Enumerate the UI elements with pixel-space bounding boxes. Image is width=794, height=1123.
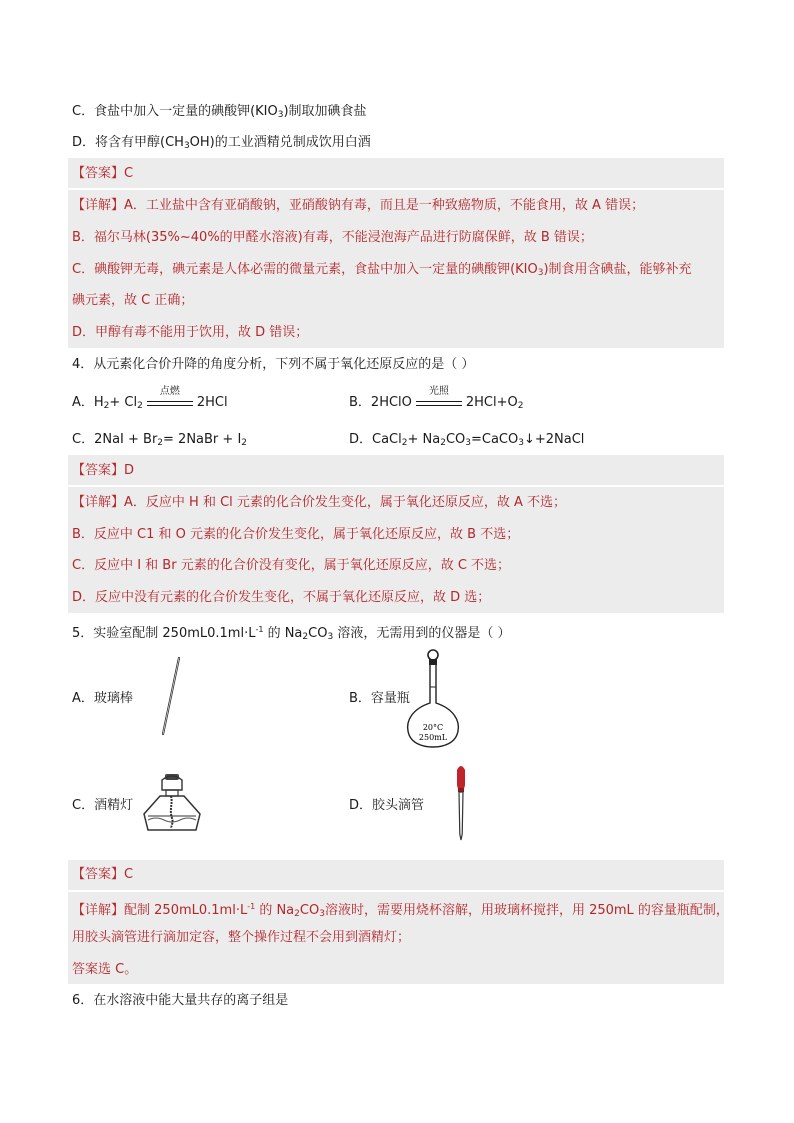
q4-option-b: B．2HClO 光照 $2HCl+O_2$ xyxy=(349,386,524,411)
q4-explain-line4: D．反应中没有元素的化合价发生变化，不属于氧化还原反应，故 D 选； xyxy=(72,590,491,605)
q5-option-d: D．胶头滴管 xyxy=(349,798,425,813)
q5-option-b: B．容量瓶 xyxy=(349,691,410,706)
q4-explain-line1: 【详解】A．反应中 H 和 Cl 元素的化合价发生变化，属于氧化还原反应，故 A 不选； xyxy=(72,495,567,510)
q3-explain-line5: D．甲醇有毒不能用于饮用，故 D 错误； xyxy=(72,325,309,340)
glass-rod-icon xyxy=(155,654,185,738)
q4-answer: 【答案】D xyxy=(72,463,135,478)
q3-answer-panel xyxy=(68,158,724,188)
q3-explain-line1: 【详解】A．工业盐中含有亚硝酸钠，亚硝酸钠有毒，而且是一种致癌物质，不能食用，故 A 错误； xyxy=(72,198,645,213)
dropper-icon xyxy=(450,764,472,842)
q3-explain-line3: C．碘酸钾无毒，碘元素是人体必需的微量元素，食盐中加入一定量的碘酸钾$(KIO_3)$制食用含碘盐，能够补充 xyxy=(72,262,692,278)
q4-option-a: A．$H_2+ Cl_2$ 点燃 2HCl xyxy=(72,386,228,411)
q5-option-a: A．玻璃棒 xyxy=(72,691,133,706)
q4-option-c: C．$2NaI + Br_2=$ 2NaBr + $I_2$ xyxy=(72,432,248,448)
q5-option-c: C．酒精灯 xyxy=(72,798,134,813)
q5-stem: 5．实验室配制 $250mL0.1ml\cdot L^{-1}$ 的 $Na_2CO_3$ 溶液，无需用到的仪器是（ ） xyxy=(72,625,511,642)
q5-explain-line3: 答案选 C。 xyxy=(72,962,138,977)
q4-answer-panel xyxy=(68,455,724,485)
q4-explain-line3: C．反应中 I 和 Br 元素的化合价没有变化，属于氧化还原反应，故 C 不选； xyxy=(72,558,511,573)
q5-explain-line1: 【详解】配制 $250mL0.1ml\cdot L^{-1}$ 的 $Na_2CO_3$溶液时，需要用烧杯溶解，用玻璃杯搅拌，用 250mL 的容量瓶配制， xyxy=(72,902,729,919)
alcohol-lamp-icon xyxy=(140,770,204,834)
q3-option-c: C．食盐中加入一定量的碘酸钾$(KIO_3)$制取加碘食盐 xyxy=(72,104,367,120)
q4-explain-line2: B．反应中 C1 和 O 元素的化合价发生变化，属于氧化还原反应，故 B 不选； xyxy=(72,527,520,542)
q5-answer-panel xyxy=(68,860,724,890)
q3-answer: 【答案】C xyxy=(72,166,134,181)
q6-stem: 6．在水溶液中能大量共存的离子组是 xyxy=(72,993,289,1008)
q4-a-condition: 点燃 xyxy=(147,394,193,406)
q4-b-condition: 光照 xyxy=(416,394,462,406)
q4-stem: 4．从元素化合价升降的角度分析，下列不属于氧化还原反应的是（ ） xyxy=(72,357,475,372)
q3-explain-line4: 碘元素，故 C 正确； xyxy=(72,293,194,308)
flask-label-volume: 250mL xyxy=(418,733,448,742)
volumetric-flask-icon xyxy=(404,647,462,749)
q5-answer: 【答案】C xyxy=(72,867,134,882)
q4-option-d: D．CaCl$_2$+ $Na_2CO_3=CaCO_3↓+2NaCl$ xyxy=(349,432,585,448)
q5-explain-line2: 用胶头滴管进行滴加定容，整个操作过程不会用到酒精灯； xyxy=(72,930,411,945)
q3-option-d: D．将含有甲醇$(CH_3OH)$的工业酒精兑制成饮用白酒 xyxy=(72,135,371,151)
q3-explain-line2: B．福尔马林(35%~40%的甲醛水溶液)有毒，不能浸泡海产品进行防腐保鲜，故 B 错误； xyxy=(72,230,593,245)
flask-label-temp: 20°C xyxy=(422,723,444,732)
